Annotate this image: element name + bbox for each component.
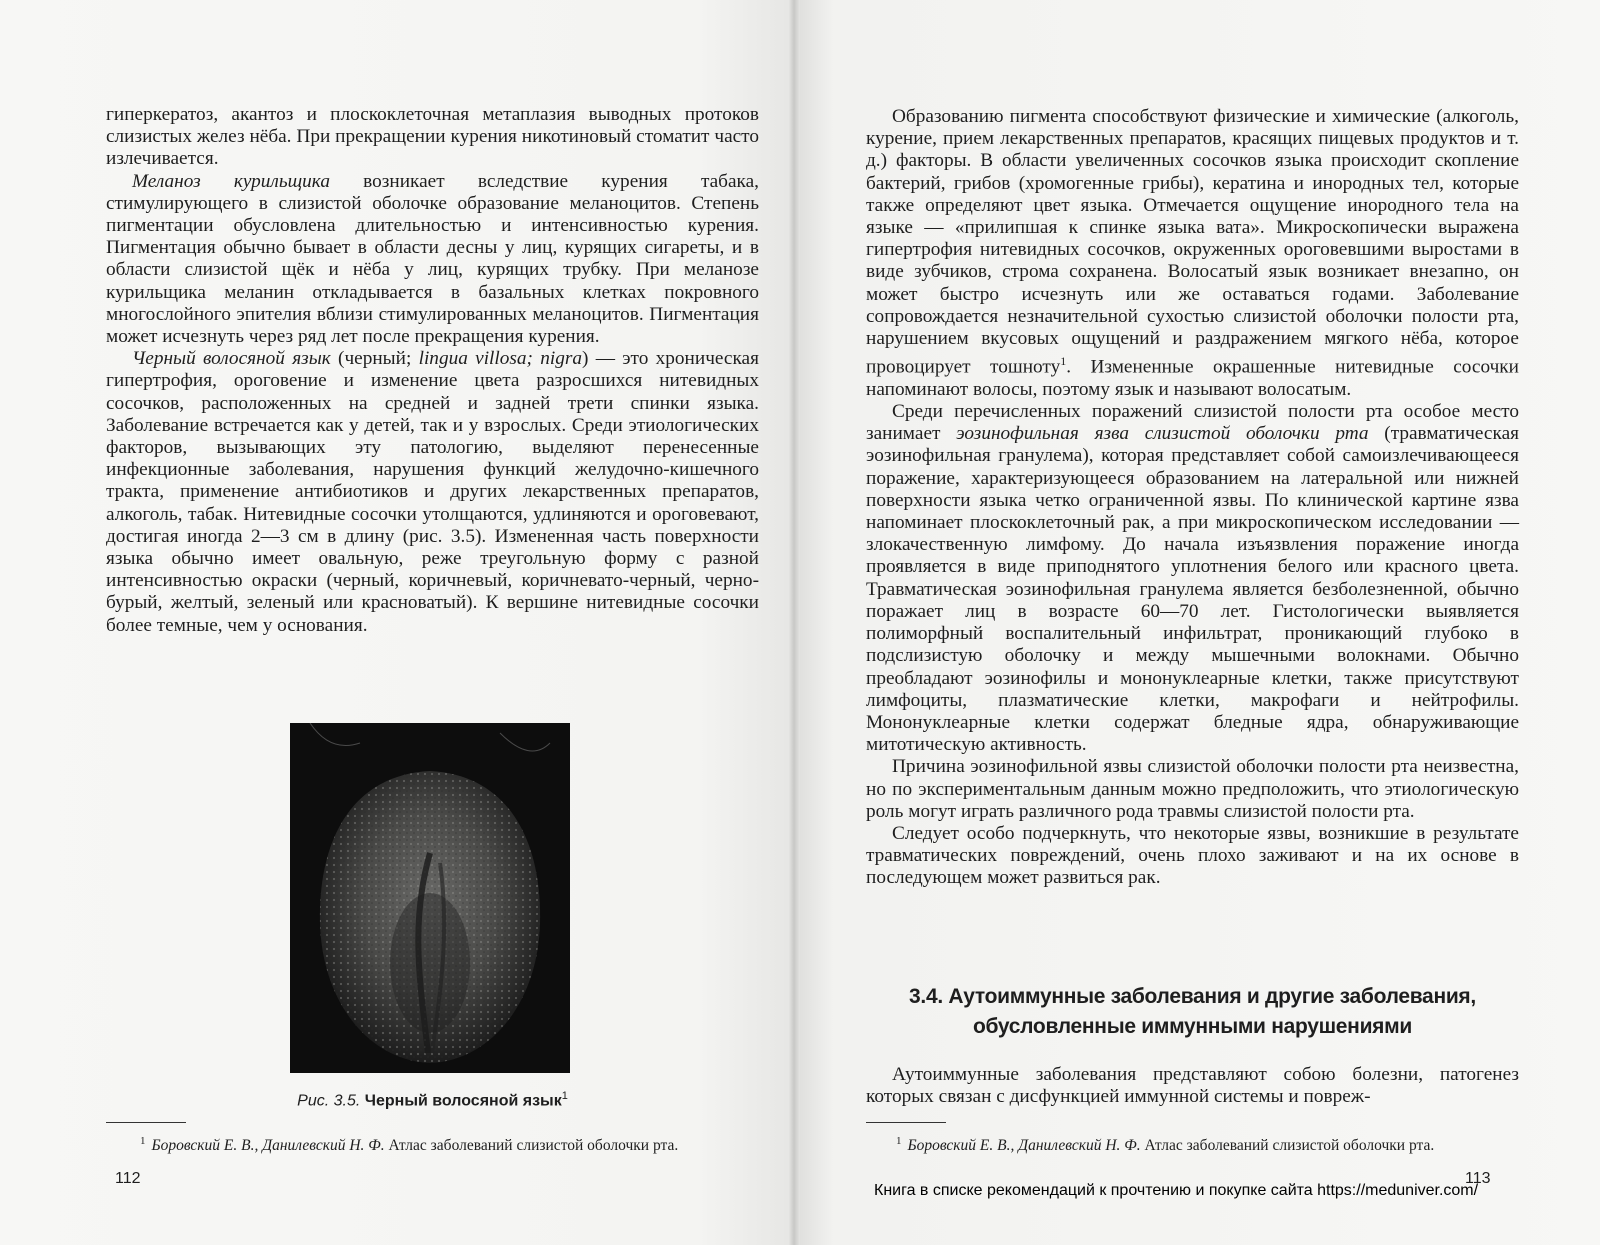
text-run: (травматическая эозинофильная гранулема), которая представляет собой самоизлечивающееся поражение, характеризующееся образованием на латеральной или нижней поверхности языка четко ограниченной язвы. По клинической картине язва напоминает плоскоклеточный рак, а при микроскопическом исследовании — злокачественную лимфому. До начала изъязвления поражение иногда проявляется в виде приподнятого уплотнения белого или красного цвета. Травматическая эозинофильная гранулема является безболезненной, обычно поражает лиц в возрасте 60—70 лет. Гистологически выявляется полиморфный воспалительный инфильтрат, проникающий глубоко в подслизистую оболочку и между мышечными волокнами. Обычно преобладают эозинофилы и мононуклеарные клетки, также присутствуют лимфоциты, плазматические клетки, макрофаги и нейтрофилы. Мононуклеарные клетки содержат бледные ядра, обнаруживающие митотическую активность.	[866, 423, 1519, 756]
text-run: (черный;	[330, 348, 419, 370]
left-paragraph-1	[106, 104, 759, 171]
right-paragraph-3	[866, 756, 1519, 823]
right-paragraph-4	[866, 823, 1519, 890]
text-run: Следует особо подчеркнуть, что некоторые язвы, возникшие в результате травматических повреждений, очень плохо заживают и на их основе в последующем может развиться рак.	[866, 822, 1519, 889]
tongue-photo	[290, 723, 570, 1073]
footnote-marker: 1	[1060, 354, 1067, 369]
italic-term: Меланоз курильщика	[132, 170, 330, 192]
watermark-text: Книга в списке рекомендаций к прочтению и покупке сайта https://meduniver.com/	[874, 1182, 1479, 1199]
italic-term: Черный волосяной язык	[132, 348, 331, 370]
text-run: гиперкератоз, акантоз и плоскоклеточная метаплазия выводных протоков слизистых желез нёба. При прекращении курения никотиновый стоматит часто излечивается.	[106, 104, 759, 170]
right-paragraph-1	[866, 106, 1519, 401]
italic-term: lingua villosa; nigra	[418, 348, 583, 370]
text-run: Среди перечисленных поражений слизистой полости рта особое место занимает	[866, 401, 1519, 445]
right-page-number: 113	[1465, 1170, 1491, 1187]
right-footnote-authors: Боровский Е. В., Данилевский Н. Ф.	[907, 1137, 1141, 1155]
section-intro-paragraph: Аутоиммунные заболевания представляют собою болезни, патогенез которых связан с дисфункцией иммунной системы и повреж-	[866, 1064, 1519, 1108]
text-run: . Измененные окрашенные нитевидные сосочки напоминают волосы, поэтому язык и называют волосатым.	[866, 356, 1519, 400]
right-footnote	[896, 1132, 1434, 1155]
right-page-text	[866, 106, 1519, 890]
section-heading-line1: 3.4. Аутоиммунные заболевания и другие заболевания,	[909, 985, 1476, 1008]
figure-caption-title: Черный волосяной язык	[364, 1092, 562, 1110]
book-gutter	[788, 0, 800, 1245]
left-page-number: 112	[115, 1170, 141, 1187]
italic-term: эозинофильная язва слизистой оболочки рта	[956, 423, 1369, 445]
left-footnote-number: 1	[140, 1135, 146, 1147]
left-paragraph-3	[106, 348, 759, 637]
section-heading	[866, 982, 1519, 1042]
text-run: Образованию пигмента способствуют физические и химические (алкоголь, курение, прием лекарственных препаратов, красящих пищевых продуктов и т. д.) факторы. В области увеличенных сосочков языка происходит скопление бактерий, грибов (хромогенные грибы), кератина и инородных тел, которые также определяют цвет языка. Отмечается ощущение инородного тела на языке — «прилипшая к спинке языка вата». Микроскопически выражена гипертрофия нитевидных сосочков, окруженных ороговевшими выростами в виде зубчиков, строма сохранена. Волосатый язык возникает внезапно, он может быстро исчезнуть или же оставаться годами. Заболевание сопровождается незначительной сухостью слизистой оболочки полости рта, нарушением вкусовых ощущений и раздражением мягкого нёба, которое провоцирует тошноту	[866, 106, 1519, 378]
left-footnote-text: Атлас заболеваний слизистой оболочки рта.	[384, 1137, 679, 1155]
section-heading-line2: обусловленные иммунными нарушениями	[973, 1015, 1412, 1038]
right-footnote-number: 1	[896, 1135, 902, 1147]
left-footnote-rule	[106, 1122, 186, 1123]
left-page-text	[106, 104, 759, 637]
section-intro-text	[866, 1064, 1519, 1108]
figure-caption	[106, 1090, 759, 1110]
figure-caption-footnote-marker: 1	[561, 1090, 568, 1102]
text-run: возникает вследствие курения табака, стимулирующего в слизистой оболочке образование меланоцитов. Степень пигментации обусловлена длительностью и интенсивностью курения. Пигментация обычно бывает в области десны у лиц, курящих сигареты, и в области слизистой щёк и нёба у лиц, курящих трубку. При меланозе курильщика меланин откладывается в базальных клетках покровного многослойного эпителия вблизи стимулированных меланоцитов. Пигментация может исчезнуть через ряд лет после прекращения курения.	[106, 170, 759, 348]
right-paragraph-2	[866, 401, 1519, 756]
text-run: ) — это хроническая гипертрофия, ороговение и изменение цвета разросшихся нитевидных сосочков, расположенных на средней и задней трети спинки языка. Заболевание встречается как у детей, так и у взрослых. Среди этиологических факторов, вызывающих эту патологию, выделяют перенесенные инфекционные заболевания, нарушения функций желудочно-кишечного тракта, применение антибиотиков и других лекарственных препаратов, алкоголь, табак. Нитевидные сосочки утолщаются, удлиняются и ороговевают, достигая иногда 2—3 см в длину (рис. 3.5). Измененная часть поверхности языка обычно имеет овальную, реже треугольную форму с разной интенсивностью окраски (черный, коричневый, коричневато-черный, черно-бурый, желтый, зеленый или красноватый). К вершине нитевидные сосочки более темные, чем у основания.	[106, 348, 759, 636]
figure-caption-number: Рис. 3.5.	[297, 1092, 361, 1110]
right-footnote-text: Атлас заболеваний слизистой оболочки рта.	[1140, 1137, 1435, 1155]
left-paragraph-2	[106, 171, 759, 349]
left-footnote-authors: Боровский Е. В., Данилевский Н. Ф.	[151, 1137, 385, 1155]
right-footnote-rule	[866, 1122, 946, 1123]
left-footnote	[140, 1132, 678, 1155]
tongue-photo-image	[290, 723, 570, 1073]
text-run: Причина эозинофильной язвы слизистой оболочки полости рта неизвестна, но по экспериментальным данным можно предположить, что этиологическую роль могут играть различного рода травмы слизистой полости рта.	[866, 756, 1519, 822]
